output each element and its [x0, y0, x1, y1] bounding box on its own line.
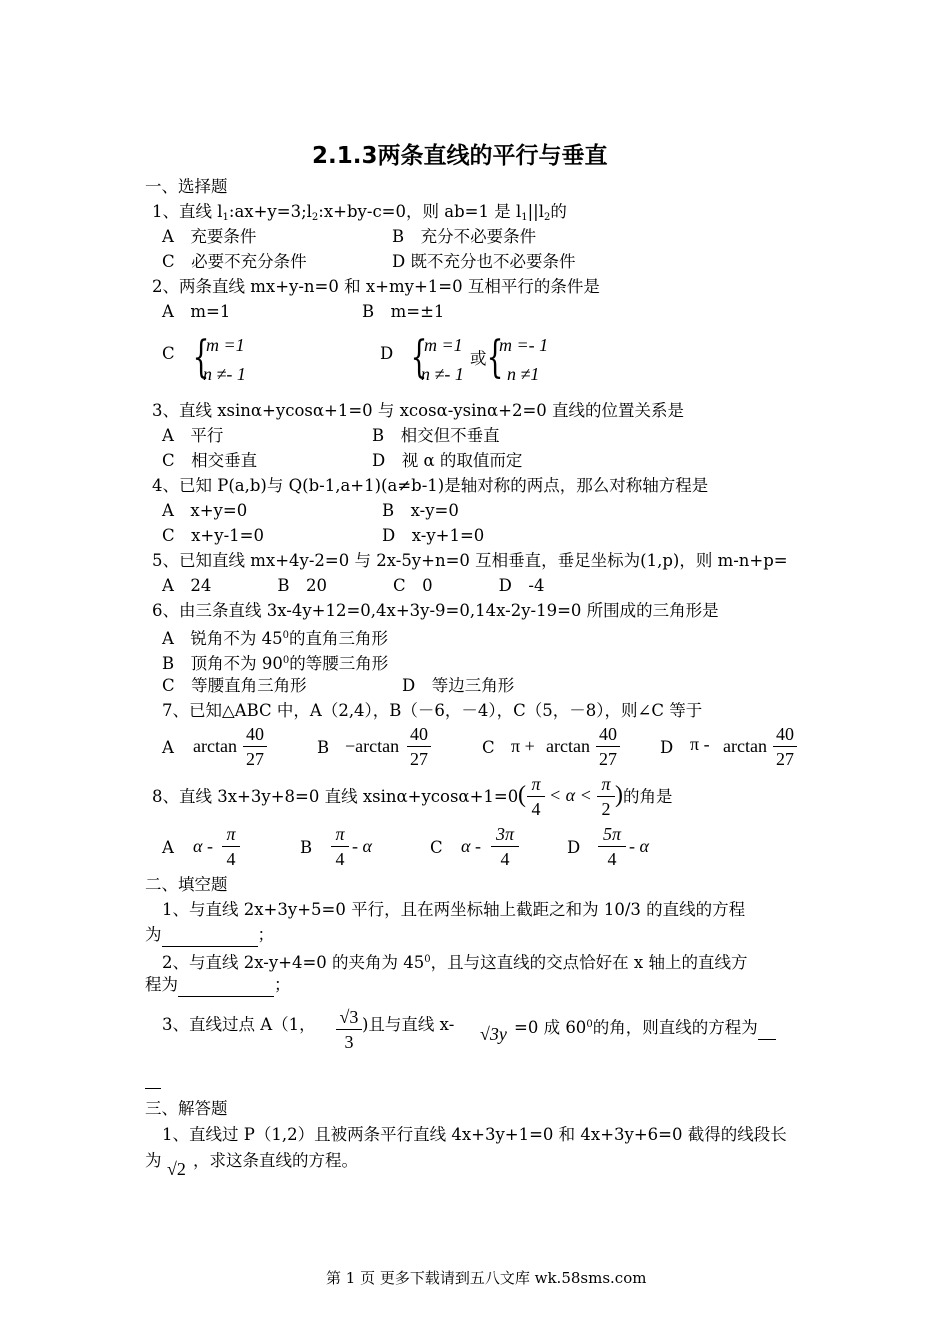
page-footer: 第 1 页 更多下载请到五八文库 wk.58sms.com [326, 1269, 647, 1287]
q2-d-brace-1: { [410, 332, 428, 383]
q8-inequality: < α < [549, 785, 592, 805]
q7-a-fraction: 40 27 [243, 723, 267, 770]
q7-option-a-label: A [162, 738, 174, 757]
page-title: 2.1.3两条直线的平行与垂直 [312, 143, 608, 169]
q7-d-arctan: arctan [723, 736, 767, 756]
q7-b-fraction: 40 27 [407, 723, 431, 770]
q4-option-d: D x-y+1=0 [382, 526, 485, 545]
fill-1-blank[interactable] [162, 924, 258, 947]
question-2-stem: 2、两条直线 mx+y-n=0 和 x+my+1=0 互相平行的条件是 [152, 277, 600, 296]
q2-d-or: 或 [470, 349, 487, 368]
fill-3-blank-continued[interactable] [145, 1088, 161, 1089]
fill-2-line2: 程为 ； [145, 974, 291, 997]
answer-1-line2-b: ，求这条直线的方程。 [193, 1151, 358, 1170]
section-heading-choice: 一、选择题 [145, 177, 228, 196]
question-1-stem: 1、直线 $l_1:ax+y=3;l_2:x+by-c=0$，则 ab=1 是 $l_1||l_2$的 [152, 202, 567, 223]
q8-paren-close: ) [615, 782, 623, 808]
q1-option-c: C 必要不充分条件 [162, 252, 307, 271]
q8-b-fraction: π 4 [331, 823, 349, 870]
q2-option-a: A m=1 [162, 302, 231, 321]
q7-b-arctan: −arctan [345, 736, 400, 756]
q1-option-d: D 既不充分也不必要条件 [392, 252, 576, 271]
section-heading-answer: 三、解答题 [145, 1099, 228, 1118]
q1-option-a: A 充要条件 [162, 227, 257, 246]
q6-option-a: A 锐角不为 $45^0$的直角三角形 [162, 629, 389, 648]
q6-option-d: D 等边三角形 [402, 676, 515, 695]
q8-pi-over-4: π 4 [527, 773, 545, 820]
answer-1-line1: 1、直线过 P（1,2）且被两条平行直线 4x+3y+1=0 和 4x+3y+6=0 截得的线段长 [162, 1125, 787, 1144]
q8-a-expr: α - [193, 836, 213, 856]
q2-c-line1: m =1 [206, 335, 245, 355]
q8-option-d-label: D [567, 838, 581, 857]
q8-option-a-label: A [162, 838, 174, 857]
section-heading-fill: 二、填空题 [145, 875, 228, 894]
q2-c-brace: { [192, 332, 210, 383]
q7-option-c-label: C [482, 738, 495, 757]
question-8-stem: 8、直线 3x+3y+8=0 直线 xsinα+ycosα+1=0 [152, 787, 519, 806]
q8-c-expr: α - [461, 836, 481, 856]
q1-option-b: B 充分不必要条件 [392, 227, 537, 246]
q3-option-a: A 平行 [162, 426, 224, 445]
q4-option-a: A x+y=0 [162, 501, 248, 520]
question-3-stem: 3、直线 xsinα+ycosα+1=0 与 xcosα-ysinα+2=0 直线的位置关系是 [152, 401, 685, 420]
q8-c-fraction: 3π 4 [491, 823, 519, 870]
q8-option-c-label: C [430, 838, 443, 857]
fill-1-line1: 1、与直线 2x+3y+5=0 平行，且在两坐标轴上截距之和为 10/3 的直线的方程 [162, 900, 746, 919]
fill-3-blank[interactable] [758, 1017, 776, 1040]
question-6-stem: 6、由三条直线 3x-4y+12=0,4x+3y-9=0,14x-2y-19=0 所围成的三角形是 [152, 601, 719, 620]
q6-option-b: B 顶角不为 $90^0$的等腰三角形 [162, 654, 389, 673]
q8-option-b-label: B [300, 838, 313, 857]
q8-stem-end: 的角是 [623, 787, 673, 806]
q8-paren-open: ( [518, 782, 526, 808]
q5-options: A 24 B 20 C 0 D -4 [162, 576, 545, 595]
q2-option-c-label: C [162, 344, 175, 363]
q8-d-fraction: 5π 4 [598, 823, 626, 870]
q4-option-c: C x+y-1=0 [162, 526, 264, 545]
fill-3-sqrt3y: √3y [480, 1024, 507, 1044]
q8-d-expr: - α [629, 836, 649, 856]
answer-1-line2-a: 为 [145, 1151, 162, 1170]
q7-c-arctan: arctan [546, 736, 590, 756]
q2-d-line4: n ≠1 [507, 364, 540, 384]
question-7-stem: 7、已知△ABC 中，A（2,4），B（－6，－4），C（5，－8），则∠C 等于 [162, 701, 703, 720]
q2-option-b: B m=±1 [362, 302, 445, 321]
fill-2-blank[interactable] [178, 974, 274, 997]
q6-option-c: C 等腰直角三角形 [162, 676, 307, 695]
q8-pi-over-2: π 2 [597, 773, 615, 820]
fill-3-part-b: )且与直线 x- [362, 1015, 455, 1034]
q2-d-brace-2: { [486, 332, 504, 383]
fill-2-line1: 2、与直线 2x-y+4=0 的夹角为 $45^0$，且与这直线的交点恰好在 x 轴上的直线方 [162, 953, 748, 972]
q7-d-fraction: 40 27 [773, 723, 797, 770]
question-4-stem: 4、已知 P(a,b)与 Q(b-1,a+1)(a≠b-1)是轴对称的两点，那么对称轴方程是 [152, 476, 709, 495]
fill-1-line2: 为 ； [145, 924, 274, 947]
q7-option-d-label: D [660, 738, 674, 757]
q7-d-pi-minus: π - [690, 734, 710, 754]
q8-a-fraction: π 4 [222, 823, 240, 870]
question-5-stem: 5、已知直线 mx+4y-2=0 与 2x-5y+n=0 互相垂直，垂足坐标为(1,p)，则 m-n+p= [152, 551, 788, 570]
q7-c-fraction: 40 27 [596, 723, 620, 770]
q3-option-b: B 相交但不垂直 [372, 426, 500, 445]
fill-3-part-c: =0 成 $60^0$的角，则直线的方程为 [514, 1014, 776, 1040]
q2-c-line2: n ≠- 1 [203, 364, 246, 384]
answer-1-sqrt2: √2 [167, 1159, 186, 1179]
q2-option-d-label: D [380, 344, 394, 363]
q2-d-line3: m =- 1 [499, 335, 549, 355]
q2-d-line1: m =1 [424, 335, 463, 355]
fill-3-fraction: √3 3 [336, 1006, 362, 1053]
fill-3-part-a: 3、直线过点 A（1， [162, 1015, 316, 1034]
q7-a-arctan: arctan [193, 736, 237, 756]
q4-option-b: B x-y=0 [382, 501, 459, 520]
q2-d-line2: n ≠- 1 [421, 364, 464, 384]
q3-option-d: D 视 α 的取值而定 [372, 451, 523, 470]
q7-option-b-label: B [317, 738, 330, 757]
q3-option-c: C 相交垂直 [162, 451, 258, 470]
q8-b-expr: - α [352, 836, 372, 856]
q7-c-pi-plus: π + [511, 736, 535, 756]
